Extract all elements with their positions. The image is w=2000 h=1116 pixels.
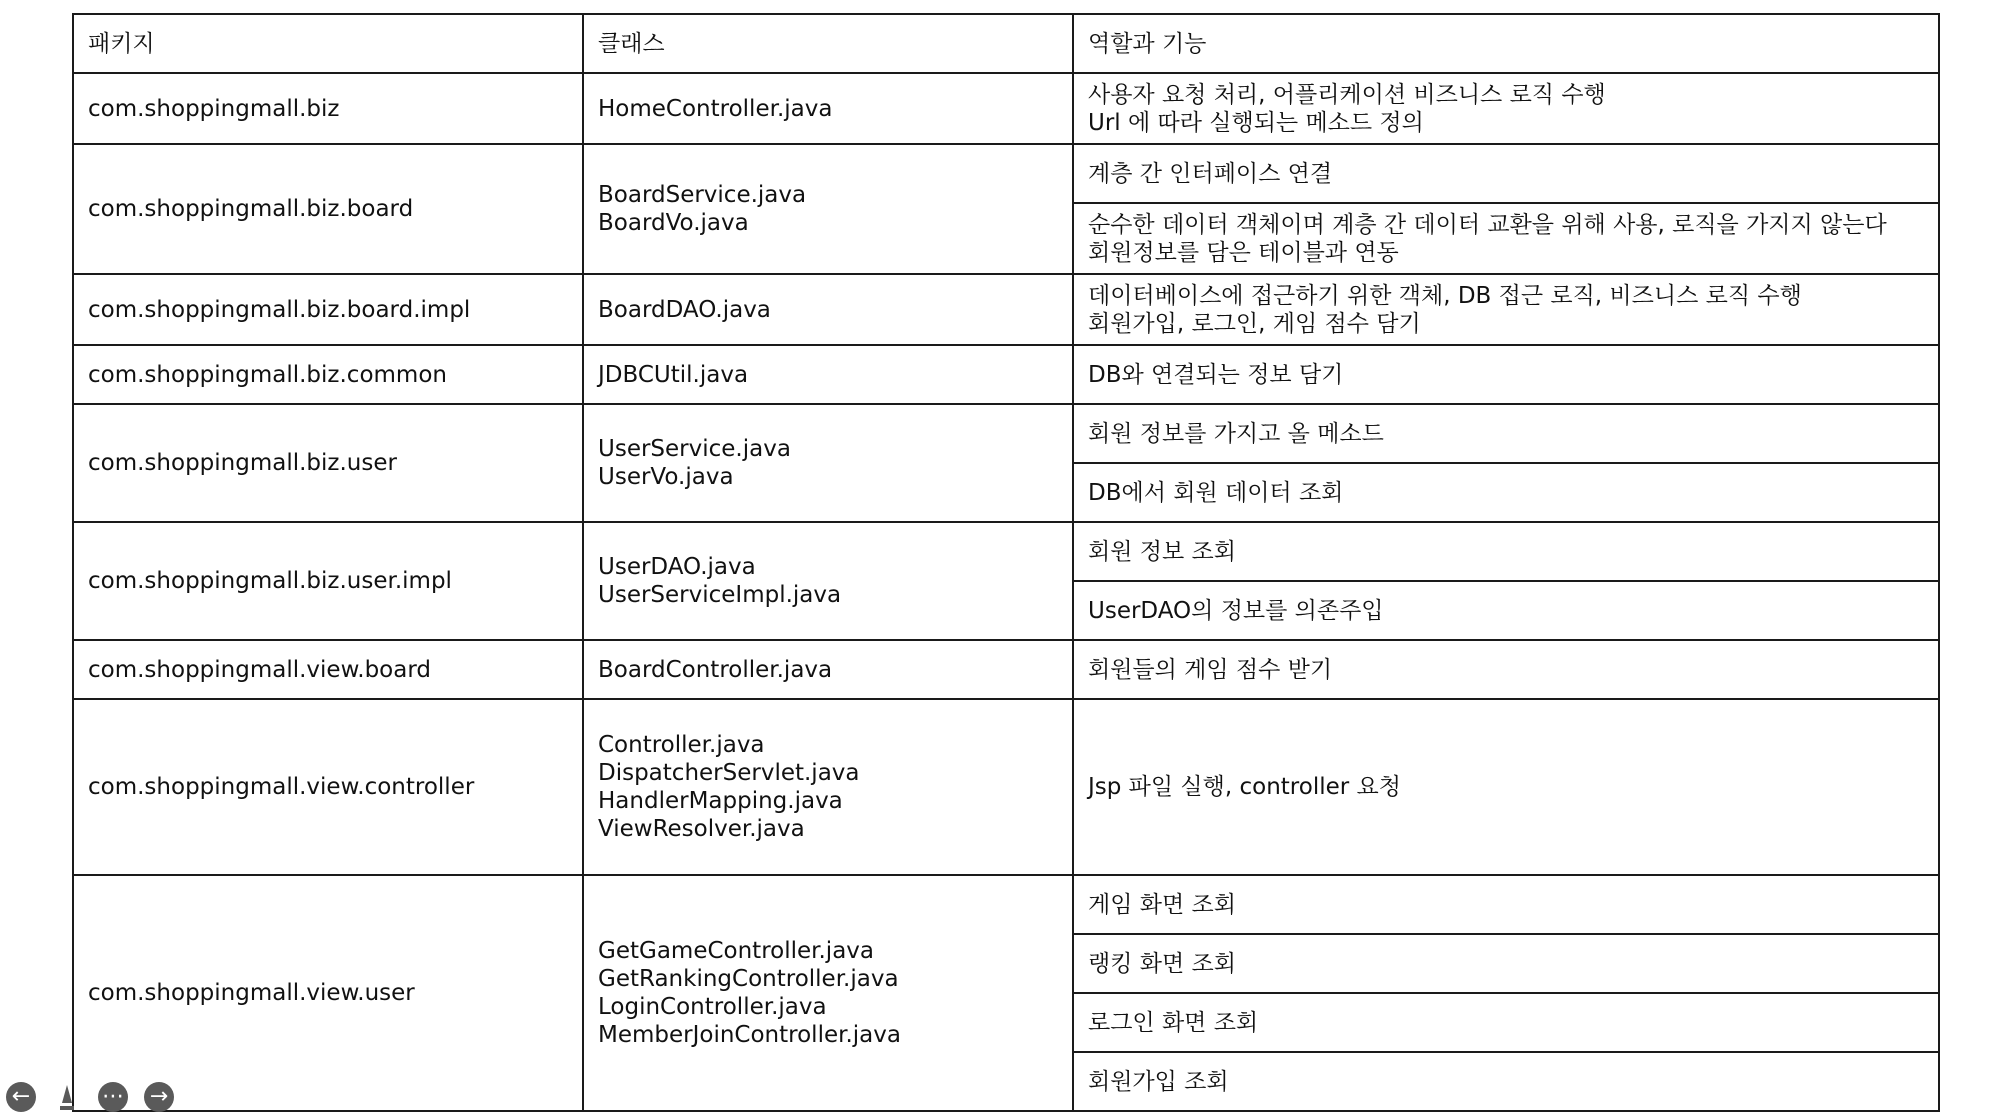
role-cell [1073, 993, 1939, 1052]
package-name: com.shoppingmall.biz.user.impl [88, 568, 452, 594]
class-cell [583, 875, 1073, 1111]
arrow-left-icon: ← [11, 1084, 31, 1109]
role-cell [1073, 699, 1939, 875]
pen-icon [52, 1082, 82, 1112]
table-header-row [73, 14, 1939, 73]
role-cell [1073, 934, 1939, 993]
role-text: 사용자 요청 처리, 어플리케이션 비즈니스 로직 수행 [1088, 81, 1606, 108]
arrow-right-icon: → [149, 1084, 169, 1109]
class-name: Controller.java [598, 732, 765, 758]
package-cell [73, 699, 583, 875]
role-text: 순수한 데이터 객체이며 계층 간 데이터 교환을 위해 사용, 로직을 가지지 않는다 [1088, 211, 1887, 238]
table-row [73, 640, 1939, 699]
role-text: 회원가입, 로그인, 게임 점수 담기 [1088, 310, 1421, 337]
package-name: com.shoppingmall.biz.board.impl [88, 296, 471, 323]
role-cell [1073, 522, 1939, 581]
table-row [73, 404, 1939, 463]
class-name: ViewResolver.java [598, 816, 805, 842]
class-name: LoginController.java [598, 994, 827, 1020]
table-row [73, 875, 1939, 934]
header-class: 클래스 [583, 14, 1073, 73]
class-cell [583, 699, 1073, 875]
prev-slide-button[interactable] [6, 1082, 36, 1112]
class-name: JDBCUtil.java [598, 361, 749, 388]
role-cell [1073, 203, 1939, 274]
role-cell [1073, 463, 1939, 522]
class-cell [583, 640, 1073, 699]
class-cell [583, 522, 1073, 640]
class-name: MemberJoinController.java [598, 1022, 901, 1048]
role-text: Url 에 따라 실행되는 메소드 정의 [1088, 109, 1424, 136]
class-name: BoardController.java [598, 656, 833, 683]
package-name: com.shoppingmall.view.user [88, 980, 415, 1006]
package-cell [73, 640, 583, 699]
class-name: GetRankingController.java [598, 966, 899, 992]
class-name: BoardVo.java [598, 210, 749, 236]
role-text: 데이터베이스에 접근하기 위한 객체, DB 접근 로직, 비즈니스 로직 수행 [1088, 282, 1802, 309]
class-name: UserServiceImpl.java [598, 582, 842, 608]
role-text: 회원 정보를 가지고 올 메소드 [1088, 420, 1384, 447]
package-cell [73, 875, 583, 1111]
class-cell [583, 274, 1073, 345]
package-cell [73, 404, 583, 522]
class-name: UserVo.java [598, 464, 734, 490]
role-cell [1073, 345, 1939, 404]
role-cell [1073, 875, 1939, 934]
class-name: BoardDAO.java [598, 296, 771, 323]
role-text: UserDAO의 정보를 의존주입 [1088, 597, 1384, 624]
table-row [73, 274, 1939, 345]
next-slide-button[interactable] [144, 1082, 174, 1112]
table-row [73, 522, 1939, 581]
table-row [73, 144, 1939, 203]
role-cell [1073, 73, 1939, 144]
role-cell [1073, 581, 1939, 640]
package-name: com.shoppingmall.biz.board [88, 196, 414, 222]
class-name: UserService.java [598, 436, 791, 462]
role-text: 회원가입 조회 [1088, 1068, 1229, 1095]
table-row [73, 73, 1939, 144]
role-cell [1073, 1052, 1939, 1111]
class-name: DispatcherServlet.java [598, 760, 860, 786]
class-cell [583, 345, 1073, 404]
ellipsis-icon: ⋯ [102, 1084, 124, 1109]
package-cell [73, 274, 583, 345]
header-role: 역할과 기능 [1073, 14, 1939, 73]
class-name: BoardService.java [598, 182, 807, 208]
table-row [73, 699, 1939, 875]
package-name: com.shoppingmall.view.board [88, 656, 432, 683]
class-cell [583, 73, 1073, 144]
role-text: DB와 연결되는 정보 담기 [1088, 361, 1344, 388]
class-name: GetGameController.java [598, 938, 874, 964]
package-cell [73, 144, 583, 274]
header-package: 패키지 [73, 14, 583, 73]
package-name: com.shoppingmall.biz [88, 95, 340, 122]
table-row [73, 345, 1939, 404]
class-cell [583, 144, 1073, 274]
class-name: HandlerMapping.java [598, 788, 843, 814]
role-text: 회원 정보 조회 [1088, 538, 1236, 565]
package-cell [73, 73, 583, 144]
role-text: 회원정보를 담은 테이블과 연동 [1088, 239, 1399, 266]
role-text: DB에서 회원 데이터 조회 [1088, 479, 1344, 506]
package-name: com.shoppingmall.biz.common [88, 361, 447, 388]
role-text: 회원들의 게임 점수 받기 [1088, 656, 1333, 683]
role-text: 계층 간 인터페이스 연결 [1088, 160, 1333, 187]
role-text: 랭킹 화면 조회 [1088, 950, 1236, 977]
role-cell [1073, 274, 1939, 345]
more-options-button[interactable] [98, 1082, 128, 1112]
class-name: HomeController.java [598, 95, 833, 122]
class-cell [583, 404, 1073, 522]
package-class-table [72, 13, 1940, 1112]
package-name: com.shoppingmall.biz.user [88, 450, 397, 476]
role-cell [1073, 144, 1939, 203]
role-cell [1073, 404, 1939, 463]
role-text: 로그인 화면 조회 [1088, 1009, 1259, 1036]
role-text: 게임 화면 조회 [1088, 891, 1236, 918]
package-name: com.shoppingmall.view.controller [88, 774, 475, 800]
role-text: Jsp 파일 실행, controller 요청 [1088, 774, 1401, 800]
slideshow-controls [6, 1082, 176, 1112]
package-cell [73, 345, 583, 404]
package-cell [73, 522, 583, 640]
role-cell [1073, 640, 1939, 699]
pen-tool-button[interactable] [52, 1082, 82, 1112]
class-name: UserDAO.java [598, 554, 756, 580]
